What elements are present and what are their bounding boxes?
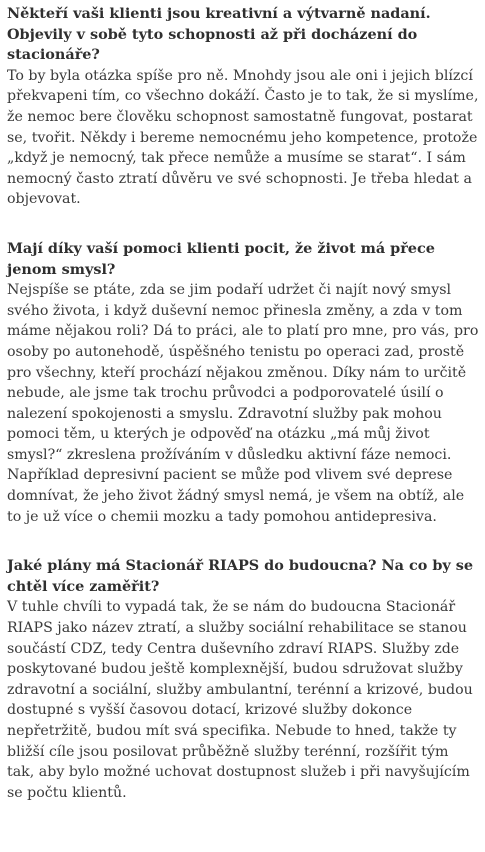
question-3: Jaké plány má Stacionář RIAPS do budoucna? Na co by se chtěl více zaměřit? xyxy=(7,557,474,595)
question-1: Někteří vaši klienti jsou kreativní a výtvarně nadaní. Objevily v sobě tyto schopnosti až při docházení do stacionáře? xyxy=(7,5,431,64)
question-2: Mají díky vaší pomoci klienti pocit, že život má přece jenom smysl? xyxy=(7,239,435,278)
qa-section-3 xyxy=(7,556,479,803)
answer-1: To by byla otázka spíše pro ně. Mnohdy jsou ale oni i jejich blízcí překvapeni tím, co všechno dokáží. Často je to tak, že si myslíme, že nemoc bere člověku schopnost samostatně fungovat, postarat se, tvořit. Někdy i bereme nemocnému jeho kompetence, protože „když je nemocný, tak přece nemůže a musíme se starat“. I sám nemocný často ztratí důvěru ve své schopnosti. Je třeba hledat a objevovat. xyxy=(7,67,479,208)
answer-3: V tuhle chvíli to vypadá tak, že se nám do budoucna Stacionář RIAPS jako název ztratí, a služby sociální rehabilitace se stanou součástí CDZ, tedy Centra duševního zdraví RIAPS. Služby zde poskytované budou ještě komplexnější, budou sdružovat služby zdravotní a sociální, služby ambulantní, terénní a krizové, budou dostupné s vyšší časovou dotací, krizové služby dokonce nepřetržitě, budou mít svá specifika. Nebude to hned, takže ty bližší cíle jsou posilovat průběžně služby terénní, rozšířit tým tak, aby bylo možné uchovat dostupnost služeb i při navyšujícím se počtu klientů. xyxy=(7,599,473,801)
qa-section-2 xyxy=(7,239,479,527)
answer-2: Nejspíše se ptáte, zda se jim podaří udržet či najít nový smysl svého života, i když duševní nemoc přinesla změny, a zda v tom máme nějakou roli? Dá to práci, ale to platí pro mne, pro vás, pro osoby po autonehodě, úspěšného tenistu po operaci zad, prostě pro všechny, kteří prochází nějakou změnou. Díky nám to určitě nebude, ale jsme tak trochu průvodci a podporovatelé úsilí o nalezení spokojenosti a smyslu. Zdravotní služby pak mohou pomoci těm, u kterých je odpověď na otázku „má můj život smysl?“ zkreslena prožíváním v důsledku aktivní fáze nemoci. Například depresivní pacient se může pod vlivem své deprese domnívat, že jeho život žádný smysl nemá, je všem na obtíž, ale to je už více o chemii mozku a tady pomohou antidepresiva. xyxy=(7,282,479,525)
interview-article xyxy=(7,4,479,832)
qa-section-1 xyxy=(7,4,479,210)
